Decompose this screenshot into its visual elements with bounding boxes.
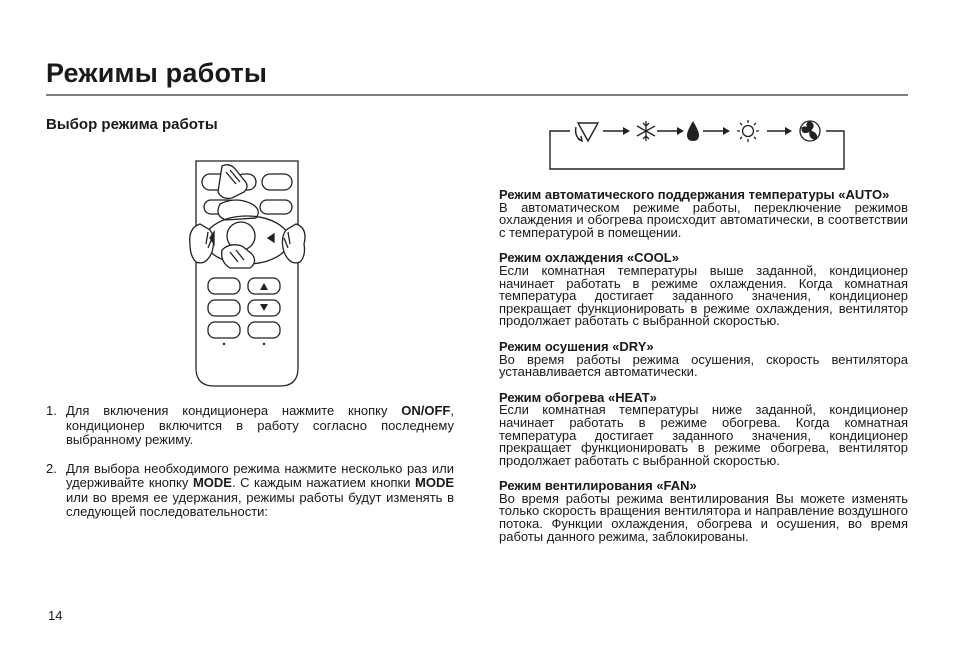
mode-dry-section (499, 338, 908, 380)
section-body: Во время работы режима вентилирования Вы можете изменять только скорость вращения вентилятора и направление воздушного потока. Функции охлаждения, обогрева и осушения, во время работы данного режима, заблокированы. (499, 490, 908, 544)
step-1 (46, 404, 454, 448)
section-heading: Режим охлаждения «COOL» (499, 250, 679, 266)
mode-cool-section (499, 252, 908, 328)
mode-sequence-diagram (548, 119, 846, 171)
step-2 (46, 462, 454, 520)
step-number: 1. (46, 403, 57, 418)
mode-descriptions (499, 189, 908, 556)
section-body: Если комнатная температуры ниже заданной, кондиционер начинает работать в режиме обогрева. Когда комнатная температура достигает заданного значения, кондиционер прекращает функционировать в режиме обогрева, вентилятор продолжает работать с выбранной скоростью. (499, 402, 908, 468)
auto-icon (576, 123, 598, 141)
section-heading: Режим обогрева «HEAT» (499, 389, 657, 405)
step-text-part: или во время ее удержания, режимы работы будут изменять в следующей последовательности: (66, 489, 454, 519)
mode-fan-section (499, 480, 908, 543)
page-number: 14 (48, 608, 63, 623)
step-text (66, 462, 454, 520)
button-name-on-off: ON/OFF (401, 403, 451, 418)
section-subtitle: Выбор режима работы (46, 116, 218, 133)
step-text (66, 404, 454, 448)
button-name-mode: MODE (192, 475, 232, 490)
section-heading: Режим вентилирования «FAN» (499, 478, 697, 494)
mode-auto-section (499, 189, 908, 239)
section-heading: Режим автоматического поддержания температуры «AUTO» (499, 187, 890, 202)
step-text-part: . С каждым нажатием кнопки (231, 475, 416, 490)
page-title: Режимы работы (46, 58, 268, 88)
water-drop-icon (687, 121, 699, 141)
sun-icon (737, 120, 759, 142)
mode-heat-section (499, 389, 908, 468)
section-body: Во время работы режима осушения, скорость вентилятора устанавливается автоматически. (499, 351, 908, 380)
step-text-part: Для включения кондиционера нажмите кнопку (66, 403, 402, 418)
instruction-steps (46, 404, 454, 534)
fan-icon (800, 121, 820, 141)
step-text-part: , кондиционер включится в работу согласно последнему выбранному режиму. (66, 403, 454, 447)
section-heading: Режим осушения «DRY» (499, 338, 654, 354)
section-body: Если комнатная температуры выше заданной, кондиционер начинает работать в режиме охлаждения. Когда комнатная температура достигает заданного значения, кондиционер прекращает функционировать в режиме охлаждения, вентилятор продолжает работать с выбранной скоростью. (499, 262, 908, 329)
snowflake-icon (637, 121, 655, 141)
step-text-part: Для выбора необходимого режима нажмите несколько раз или удерживайте кнопку (66, 460, 454, 490)
step-number: 2. (46, 460, 57, 476)
section-body: В автоматическом режиме работы, переключение режимов охлаждения и обогрева происходит автоматически, в соответствии с температурой в помещении. (499, 199, 908, 240)
button-name-mode: MODE (415, 475, 455, 490)
title-divider (46, 94, 908, 96)
remote-control-illustration (186, 158, 318, 390)
